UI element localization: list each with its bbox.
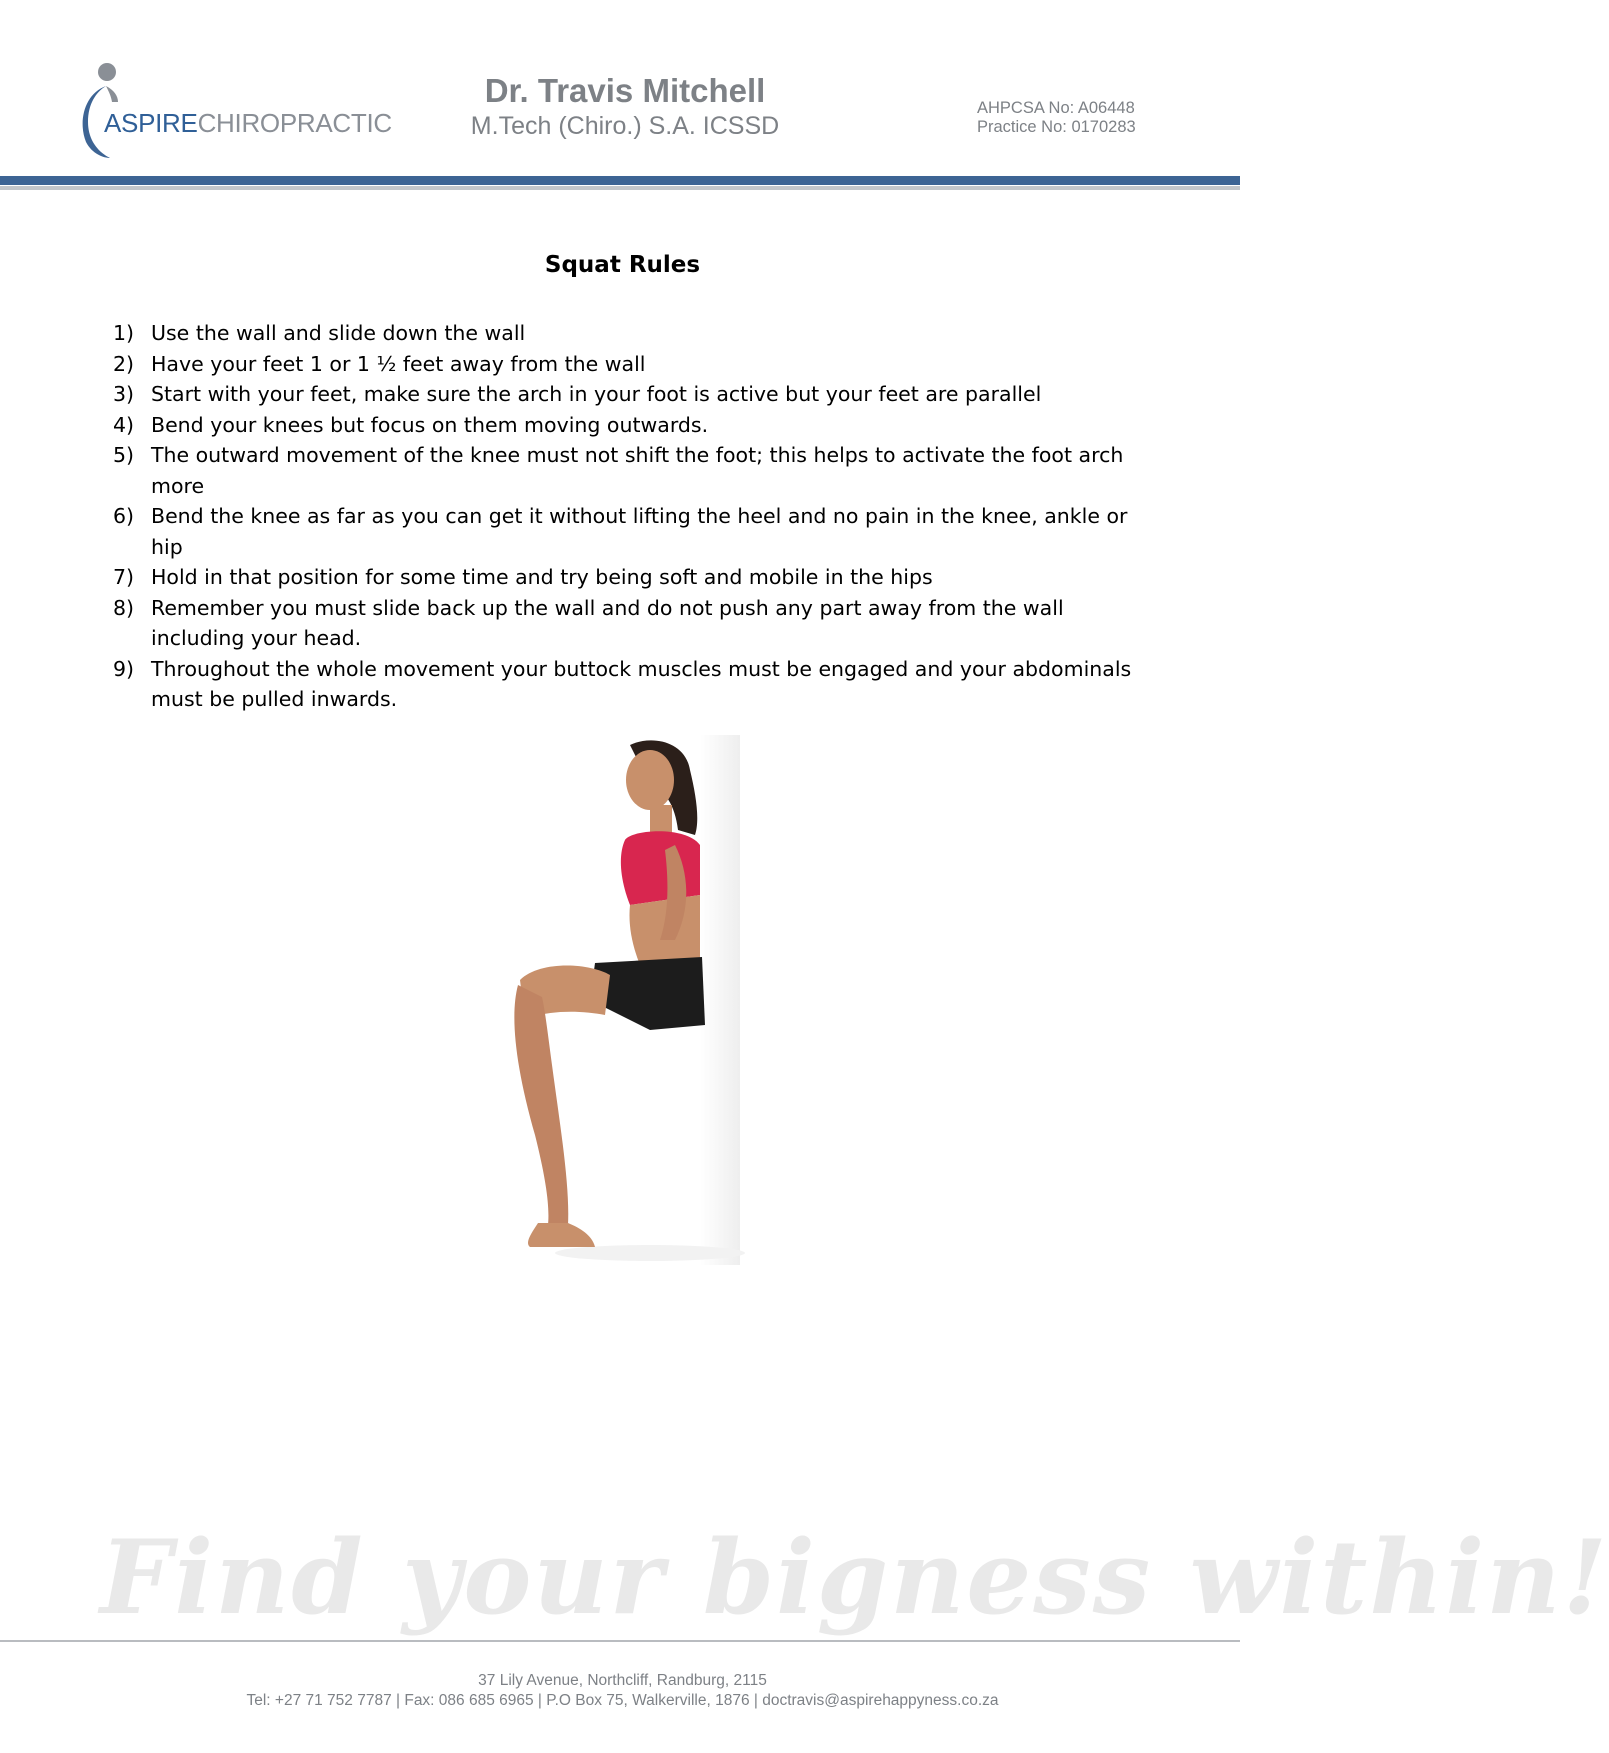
- rule-item: [113, 654, 1153, 715]
- rule-text: Hold in that position for some time and try being soft and mobile in the hips: [151, 565, 933, 589]
- rule-item: [113, 410, 1153, 441]
- rule-number: 3): [113, 382, 135, 406]
- doctor-qualifications: M.Tech (Chiro.) S.A. ICSSD: [470, 112, 780, 140]
- rule-number: 2): [113, 351, 135, 376]
- logo-brand-suffix: CHIROPRACTIC: [197, 108, 392, 138]
- rule-text: Have your feet 1 or 1 ½ feet away from the wall: [151, 351, 646, 376]
- rule-number: 5): [113, 443, 135, 467]
- rule-text: Bend your knees but focus on them moving outwards.: [151, 412, 709, 437]
- rule-text: Remember you must slide back up the wall and do not push any part away from the wall including your head.: [151, 595, 1064, 650]
- aspire-chiropractic-logo: [78, 62, 392, 162]
- footer-address: 37 Lily Avenue, Northcliff, Randburg, 2115: [478, 1672, 767, 1689]
- rule-text: Bend the knee as far as you can get it without lifting the heel and no pain in the knee, ankle or hip: [151, 504, 1128, 559]
- registration-block: [977, 99, 1136, 137]
- rule-number: 6): [113, 504, 135, 528]
- rule-text: Throughout the whole movement your buttock muscles must be engaged and your abdominals must be pulled inwards.: [151, 656, 1132, 711]
- rule-text: The outward movement of the knee must not shift the foot; this helps to activate the foot arch more: [151, 443, 1124, 498]
- rule-number: 4): [113, 412, 135, 437]
- header-divider-blue: [0, 176, 1240, 185]
- tagline-watermark: Find your bigness within!: [100, 1518, 1609, 1638]
- rule-number: 8): [113, 595, 135, 620]
- rule-item: [113, 318, 1153, 349]
- header-divider-grey: [0, 186, 1240, 190]
- rule-number: 7): [113, 565, 135, 589]
- rule-text: Start with your feet, make sure the arch in your foot is active but your feet are parallel: [151, 382, 1042, 406]
- page-title: Squat Rules: [544, 252, 701, 278]
- rule-item: [113, 379, 1153, 410]
- rule-item: [113, 440, 1153, 501]
- rule-text: Use the wall and slide down the wall: [151, 321, 526, 345]
- rule-item: [113, 562, 1153, 593]
- logo-brand: ASPIRE: [104, 108, 198, 138]
- doctor-name: Dr. Travis Mitchell: [484, 72, 766, 109]
- rule-item: [113, 593, 1153, 654]
- ahpcsa-number: AHPCSA No: A06448: [977, 99, 1135, 117]
- rule-item: [113, 349, 1153, 380]
- rule-item: [113, 501, 1153, 562]
- wall-squat-photo: [500, 735, 750, 1265]
- practice-number: Practice No: 0170283: [977, 118, 1136, 136]
- rules-list: [113, 318, 1153, 715]
- footer-contact: Tel: +27 71 752 7787 | Fax: 086 685 6965 | P.O Box 75, Walkerville, 1876 | doctravis@aspirehappyness.co.za: [246, 1692, 999, 1709]
- rule-number: 9): [113, 656, 135, 681]
- rule-number: 1): [113, 321, 135, 345]
- footer-divider: [0, 1640, 1240, 1642]
